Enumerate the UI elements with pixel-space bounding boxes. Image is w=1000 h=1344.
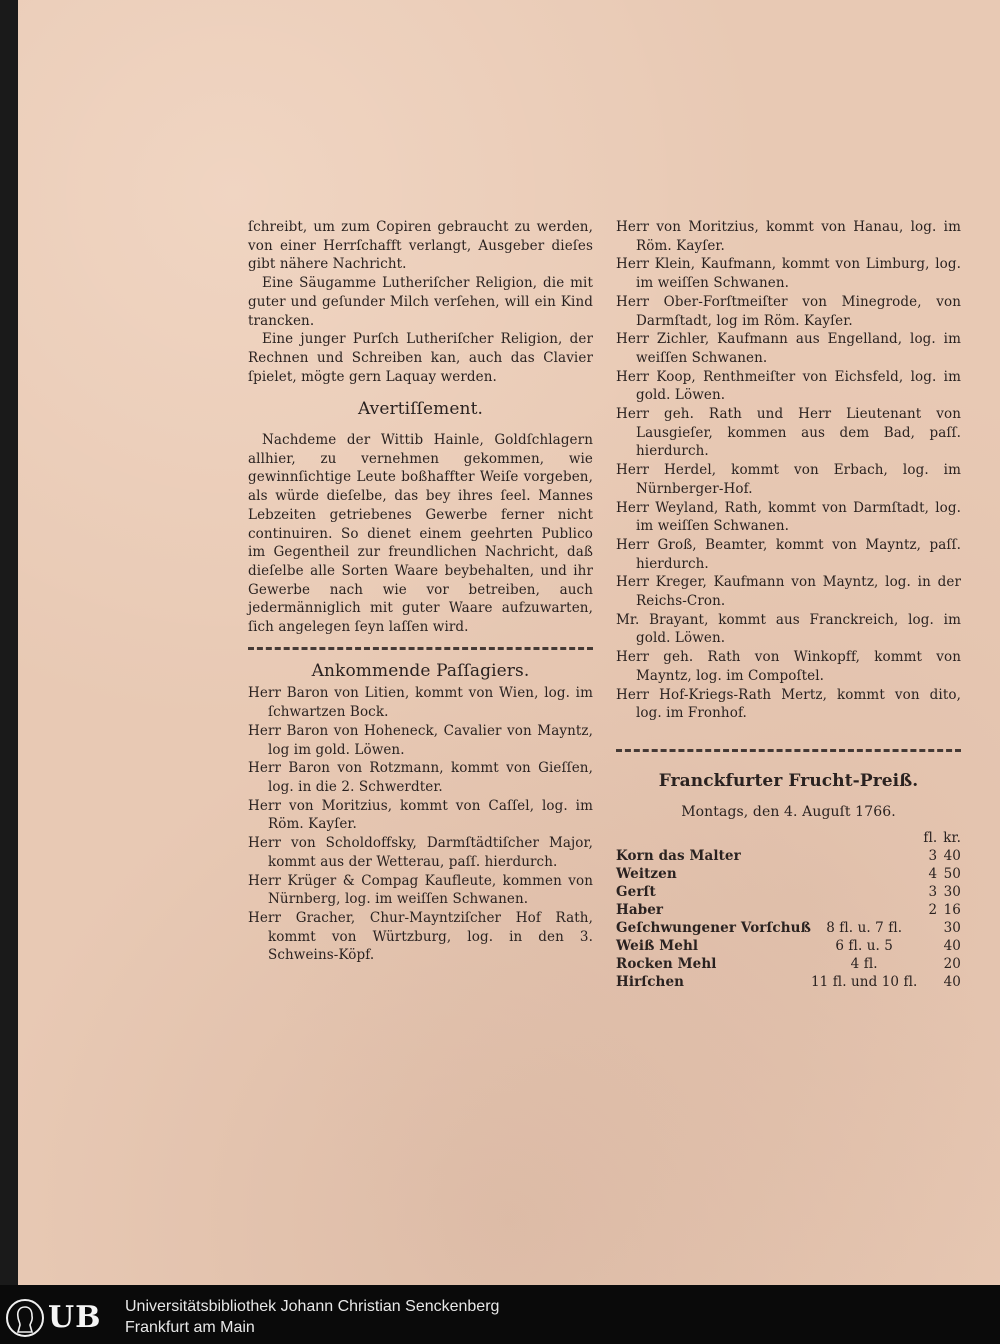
avertissement-text: Nachdeme der Wittib Hainle, Goldſchlagern allhier, zu vernehmen gekommen, wie gewinnſichtige Leute boßhaffter Weiſe vorgeben, als würde dieſelbe, das bey ihres ſeel. Mannes Lebzeiten getriebenes Gewerbe ferner nicht continuiren. So dienet einem geehrten Publico im Gegentheil zur freundlichen Nachricht, daß dieſelbe alle Sorten Waare beybehalten, und ihr Gewerbe nach wie vor betreiben, auch jedermänniglich mit guter Waare aufzuwarten, ſich angelegen ſeyn laſſen wird. <box>248 432 593 636</box>
price-mid <box>811 865 917 883</box>
price-fl: 4 <box>928 866 938 883</box>
price-row <box>616 955 961 973</box>
library-name: Universitätsbibliothek Johann Christian Senckenberg <box>125 1298 500 1315</box>
price-kr: 50 <box>943 866 961 883</box>
passenger-entry: Herr Krüger & Compag Kaufleute, kommen von Nürnberg, log. im weiſſen Schwanen. <box>248 872 593 908</box>
price-fl <box>917 937 937 955</box>
price-fl <box>917 919 937 937</box>
col-fl-header: fl. <box>923 830 938 847</box>
price-item: Rocken Mehl <box>616 956 717 973</box>
price-kr: 30 <box>943 884 961 901</box>
intro-paragraph: ſchreibt, um zum Copiren gebraucht zu werden, von einer Herrſchafft verlangt, Ausgeber dieſes gibt nähere Nachricht. <box>248 219 593 273</box>
price-row <box>616 847 961 865</box>
passenger-entry: Herr Zichler, Kaufmann aus Engelland, log. im weiſſen Schwanen. <box>616 331 961 366</box>
price-fl <box>917 973 937 991</box>
price-item: Haber <box>616 902 664 919</box>
price-table <box>616 829 961 991</box>
price-row <box>616 883 961 901</box>
passenger-entry: Herr von Moritzius, kommt von Caſſel, log. im Röm. Kayſer. <box>248 797 593 833</box>
wetnurse-notice: Eine Säugamme Lutheriſcher Religion, die mit guter und geſunder Milch verſehen, will ein Kind trancken. <box>248 275 593 329</box>
passenger-entry: Herr Baron von Hoheneck, Cavalier von Mayntz, log im gold. Löwen. <box>248 722 593 758</box>
price-row <box>616 973 961 991</box>
passenger-entry: Herr Herdel, kommt von Erbach, log. im Nürnberger-Hof. <box>616 462 961 497</box>
price-mid <box>811 847 917 865</box>
price-mid <box>811 901 917 919</box>
passenger-entry: Herr Kreger, Kaufmann von Mayntz, log. in der Reichs-Cron. <box>616 574 961 610</box>
passenger-entry: Herr geh. Rath von Winkopff, kommt von Mayntz, log. im Compoſtel. <box>616 649 961 684</box>
price-row <box>616 865 961 883</box>
price-row <box>616 901 961 919</box>
col-kr-header: kr. <box>943 830 961 847</box>
price-mid: 11 fl. und 10 fl. <box>810 974 918 991</box>
price-header-row <box>616 829 961 847</box>
right-column <box>616 218 961 991</box>
servant-notice: Eine junger Purſch Lutheriſcher Religion, der Rechnen und Schreiben kan, auch das Clavier ſpielet, mögte gern Laquay werden. <box>248 331 593 385</box>
price-mid <box>811 883 917 901</box>
price-fl: 3 <box>928 848 938 865</box>
passenger-entry: Herr Baron von Rotzmann, kommt von Gieſſen, log. in die 2. Schwerdter. <box>248 760 593 795</box>
passenger-entry: Herr geh. Rath und Herr Lieutenant von Lausgieſer, kommen aus dem Bad, paſſ. hierdurch. <box>616 406 961 460</box>
price-kr: 40 <box>943 848 961 865</box>
passenger-entry: Herr Koop, Renthmeiſter von Eichsfeld, log. im gold. Löwen. <box>616 368 961 404</box>
price-kr: 20 <box>943 956 961 973</box>
library-city: Frankfurt am Main <box>125 1319 255 1336</box>
passenger-entry: Herr von Moritzius, kommt von Hanau, log. im Röm. Kayſer. <box>616 219 961 254</box>
ub-logo[interactable] <box>6 1299 116 1337</box>
price-mid: 8 fl. u. 7 fl. <box>826 920 903 937</box>
passenger-entry: Herr Gracher, Chur-Mayntziſcher Hof Rath, kommt von Würtzburg, log. in den 3. Schweins-Köpf. <box>248 909 593 964</box>
portrait-icon <box>6 1299 44 1337</box>
price-kr: 16 <box>943 902 961 919</box>
price-mid: 6 fl. u. 5 <box>835 938 893 955</box>
price-item: Geſchwungener Vorſchuß <box>616 920 811 937</box>
price-kr: 40 <box>943 938 961 955</box>
passenger-entry: Herr Klein, Kaufmann, kommt von Limburg, log. im weiſſen Schwanen. <box>616 256 961 292</box>
price-fl: 2 <box>928 902 938 919</box>
price-kr: 40 <box>943 974 961 991</box>
prices-heading: Franckfurter Frucht-Preiß. <box>658 770 919 791</box>
price-fl <box>917 955 937 973</box>
passagiers-heading: Ankommende Paſſagiers. <box>311 660 530 681</box>
price-item: Weitzen <box>616 866 677 883</box>
passenger-entry: Herr Weyland, Rath, kommt von Darmſtadt, log. im weiſſen Schwanen. <box>616 499 961 535</box>
passenger-entry: Herr Hof-Kriegs-Rath Mertz, kommt von dito, log. im Fronhof. <box>616 686 961 722</box>
price-item: Hirſchen <box>616 974 685 991</box>
passenger-entry: Herr Groß, Beamter, kommt von Mayntz, paſſ. hierdurch. <box>616 536 961 572</box>
passenger-entry: Herr Baron von Litien, kommt von Wien, log. im ſchwartzen Bock. <box>248 685 593 721</box>
library-footer <box>0 1285 1000 1344</box>
price-fl: 3 <box>928 884 938 901</box>
price-row <box>616 919 961 937</box>
passenger-entry: Herr Ober-Forſtmeiſter von Minegrode, von Darmſtadt, log im Röm. Kayſer. <box>616 293 961 329</box>
prices-date: Montags, den 4. Auguſt 1766. <box>681 803 896 820</box>
avertissement-heading: Avertiſſement. <box>357 399 484 420</box>
price-item: Korn das Malter <box>616 848 741 865</box>
price-item: Gerſt <box>616 884 656 901</box>
price-mid: 4 fl. <box>850 956 878 973</box>
passenger-entry: Herr von Scholdoffsky, Darmſtädtiſcher Major, kommt aus der Wetterau, paſſ. hierdurch. <box>248 835 593 870</box>
passenger-entry: Mr. Brayant, kommt aus Franckreich, log. im gold. Löwen. <box>616 611 961 647</box>
left-column <box>248 218 593 965</box>
ub-logo-text: UB <box>48 1300 102 1335</box>
section-divider <box>616 749 961 752</box>
page-edge-shadow <box>0 0 18 1285</box>
price-item: Weiß Mehl <box>616 938 699 955</box>
section-divider <box>248 647 593 650</box>
price-row <box>616 937 961 955</box>
price-kr: 30 <box>943 920 961 937</box>
